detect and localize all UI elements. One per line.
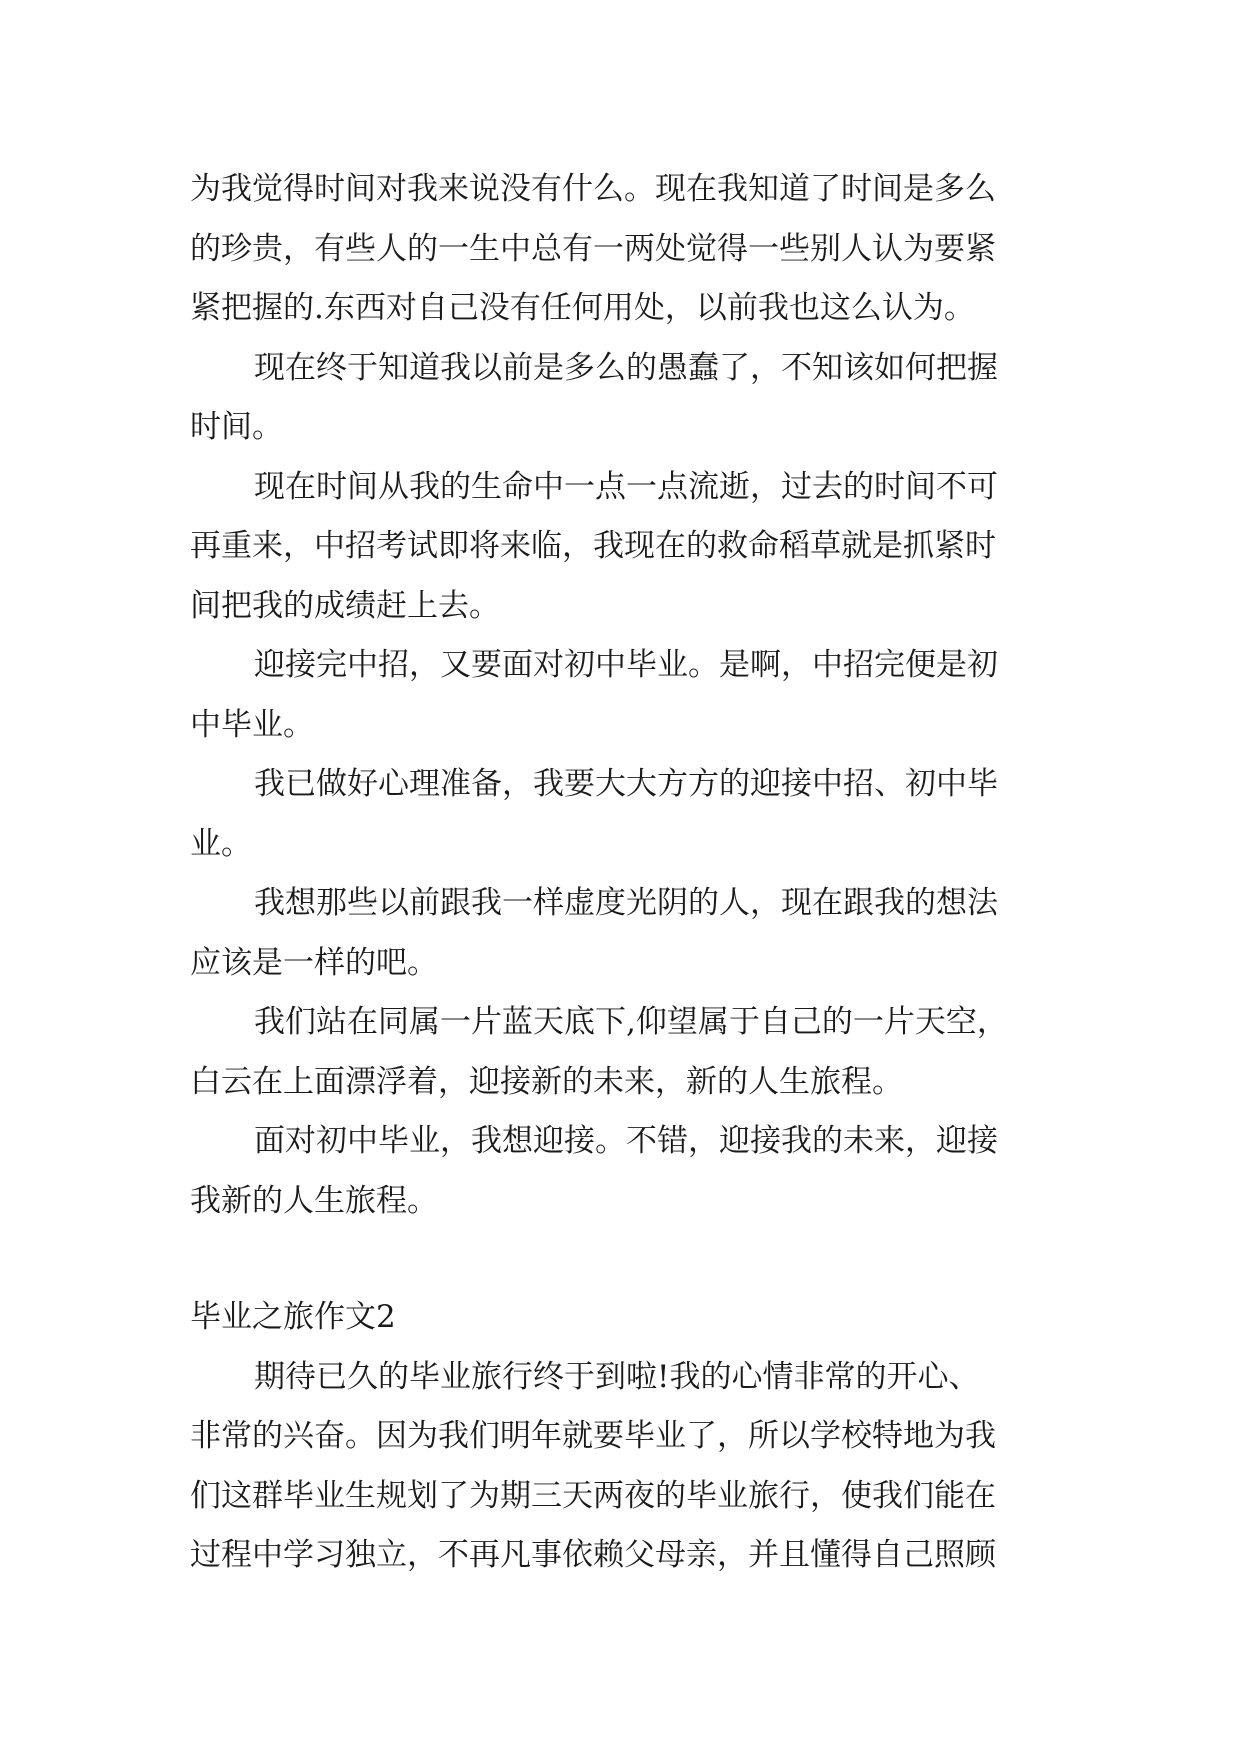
paragraph-first-line: 我们站在同属一片蓝天底下,仰望属于自己的一片天空，: [254, 1004, 1008, 1040]
text-line: 过程中学习独立，不再凡事依赖父母亲，并且懂得自己照顾: [190, 1537, 996, 1573]
text-line: 中毕业。: [190, 706, 314, 743]
text-line: 紧把握的.东西对自己没有任何用处，以前我也这么认为。: [190, 290, 975, 326]
paragraph-first-line: 现在时间从我的生命中一点一点流逝，过去的时间不可: [254, 468, 998, 505]
paragraph-first-line: 我想那些以前跟我一样虚度光阴的人，现在跟我的想法: [254, 885, 998, 921]
body-text: [190, 160, 1070, 1586]
text-line: 的珍贵，有些人的一生中总有一两处觉得一些别人认为要紧: [190, 230, 996, 267]
paragraph-first-line: 面对初中毕业，我想迎接。不错，迎接我的未来，迎接: [254, 1123, 998, 1159]
text-line: 间把我的成绩赶上去。: [190, 587, 500, 624]
text-line: 业。: [190, 825, 252, 862]
paragraph-first-line: 期待已久的毕业旅行终于到啦!我的心情非常的开心、: [254, 1358, 980, 1395]
text-line: 再重来，中招考试即将来临，我现在的救命稻草就是抓紧时: [190, 528, 996, 564]
paragraph-first-line: 现在终于知道我以前是多么的愚蠢了，不知该如何把握: [254, 349, 998, 386]
text-line: 白云在上面漂浮着，迎接新的未来，新的人生旅程。: [190, 1063, 903, 1100]
section-heading: 毕业之旅作文2: [190, 1299, 396, 1335]
paragraph-first-line: 我已做好心理准备，我要大大方方的迎接中招、初中毕: [254, 766, 998, 802]
text-line: 我新的人生旅程。: [190, 1182, 438, 1219]
text-line: 非常的兴奋。因为我们明年就要毕业了，所以学校特地为我: [190, 1418, 996, 1454]
text-line: 应该是一样的吧。: [190, 944, 438, 981]
text-line: 时间。: [190, 409, 283, 445]
text-line: 为我觉得时间对我来说没有什么。现在我知道了时间是多么: [190, 171, 996, 207]
paragraph-first-line: 迎接完中招，又要面对初中毕业。是啊，中招完便是初: [254, 647, 998, 683]
text-line: 们这群毕业生规划了为期三天两夜的毕业旅行，使我们能在: [190, 1477, 996, 1514]
